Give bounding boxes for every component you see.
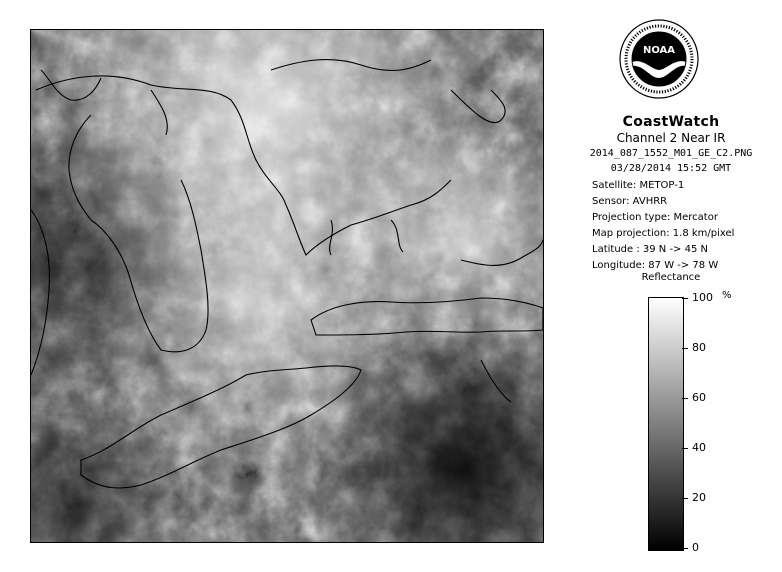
datetime: 03/28/2014 15:52 GMT — [610, 163, 732, 174]
colorbar-tick-label: 100 — [692, 291, 713, 304]
colorbar-title: Reflectance — [641, 272, 701, 283]
meta-projection: Projection type: Mercator — [592, 212, 718, 223]
colorbar-tick — [682, 298, 688, 299]
meta-latitude: Latitude : 39 N -> 45 N — [592, 244, 708, 255]
colorbar-tick — [682, 498, 688, 499]
satellite-map — [30, 29, 544, 543]
colorbar-tick — [682, 548, 688, 549]
logo-label: NOAA — [642, 45, 676, 56]
meta-longitude: Longitude: 87 W -> 78 W — [592, 260, 719, 271]
reflectance-colorbar — [648, 297, 684, 551]
noaa-logo-icon — [618, 18, 700, 100]
satellite-image — [31, 30, 543, 542]
meta-satellite: Satellite: METOP-1 — [592, 180, 685, 191]
channel-title: Channel 2 Near IR — [616, 131, 726, 145]
colorbar-tick-label: 80 — [692, 341, 706, 354]
meta-resolution: Map projection: 1.8 km/pixel — [592, 228, 735, 239]
brand-title: CoastWatch — [622, 114, 720, 130]
colorbar-tick-label: 0 — [692, 541, 699, 554]
colorbar-tick-label: 40 — [692, 441, 706, 454]
filename: 2014_087_1552_M01_GE_C2.PNG — [589, 148, 753, 159]
colorbar-tick — [682, 448, 688, 449]
meta-sensor: Sensor: AVHRR — [592, 196, 668, 207]
colorbar-tick — [682, 348, 688, 349]
colorbar-unit: % — [722, 290, 732, 301]
colorbar-tick — [682, 398, 688, 399]
colorbar-tick-label: 60 — [692, 391, 706, 404]
colorbar-tick-label: 20 — [692, 491, 706, 504]
